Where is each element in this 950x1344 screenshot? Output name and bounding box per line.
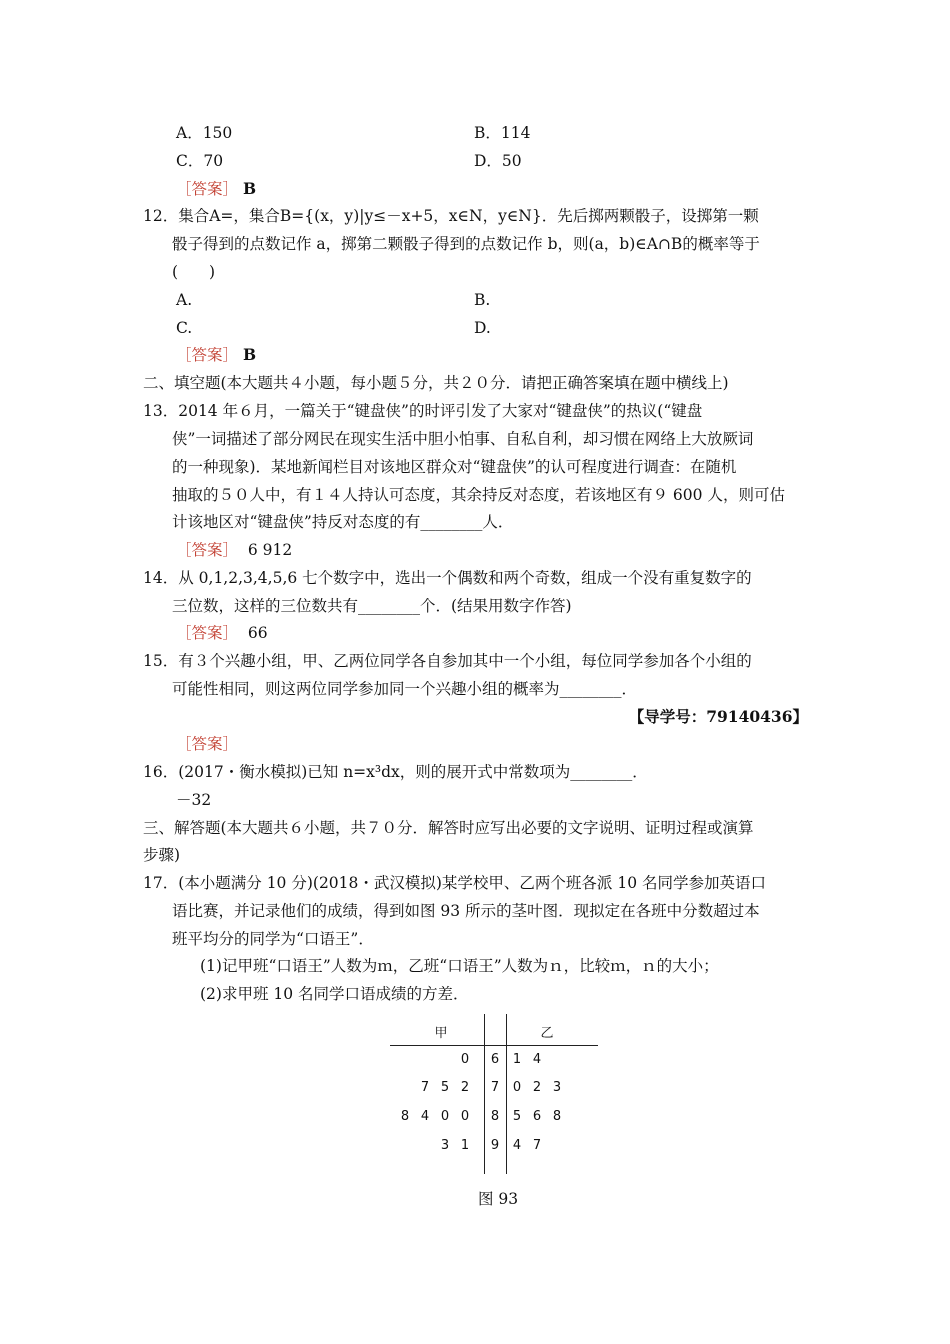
right-leaf: 4 [532, 1052, 542, 1067]
q11-option-d: D．50 [474, 152, 522, 170]
q14-line-1: 14．从 0,1,2,3,4,5,6 七个数字中，选出一个偶数和两个奇数，组成一个没有重复数字的 [143, 569, 752, 587]
q14-answer [176, 622, 268, 644]
stem-value: 9 [490, 1138, 500, 1153]
stem-value: 7 [490, 1080, 500, 1095]
section-2-heading: 二、填空题(本大题共４小题，每小题５分，共２０分．请把正确答案填在题中横线上) [143, 374, 729, 392]
left-leaf: 0 [440, 1109, 450, 1124]
q17-sub-question-2: (2)求甲班 10 名同学口语成绩的方差． [200, 985, 469, 1003]
stem-divider-right [506, 1014, 507, 1174]
q11-option-c: C．70 [176, 152, 224, 170]
stem-leaf-left-header: 甲 [434, 1026, 448, 1041]
q16-answer-value: －32 [176, 791, 212, 809]
stem-leaf-right-header: 乙 [540, 1026, 554, 1041]
answer-label: ［答案］ [176, 180, 239, 198]
left-leaf: 2 [460, 1080, 470, 1095]
q12-line-3: ( ) [172, 263, 216, 281]
q15-answer-label: ［答案］ [176, 735, 239, 753]
answer-label: ［答案］ [176, 346, 239, 364]
right-leaf: 4 [512, 1138, 522, 1153]
right-leaf: 5 [512, 1109, 522, 1124]
right-leaf: 0 [512, 1080, 522, 1095]
q13-line-2: 侠”一词描述了部分网民在现实生活中胆小怕事、自私自利，却习惯在网络上大放厥词 [172, 430, 754, 448]
q17-sub-question-1: (1)记甲班“口语王”人数为ｍ，乙班“口语王”人数为ｎ，比较ｍ，ｎ的大小； [200, 957, 719, 975]
q16-line-1: 16．(2017・衡水模拟)已知 n=x³dx，则的展开式中常数项为________． [143, 763, 648, 781]
q15-guide-number: 【导学号：79140436】 [628, 707, 808, 726]
q12-answer [176, 344, 256, 366]
right-leaf: 1 [512, 1052, 522, 1067]
q15-line-1: 15．有３个兴趣小组，甲、乙两位同学各自参加其中一个小组，每位同学参加各个小组的 [143, 652, 752, 670]
q11-option-b: B．114 [474, 124, 531, 142]
q12-line-2: 骰子得到的点数记作 a，掷第二颗骰子得到的点数记作 b，则(a，b)∈A∩B的概率等于 [172, 235, 760, 253]
q15-line-2: 可能性相同，则这两位同学参加同一个兴趣小组的概率为________． [172, 680, 638, 698]
q11-option-a: A．150 [176, 124, 233, 142]
answer-value: B [242, 179, 257, 198]
right-leaf: 3 [552, 1080, 562, 1095]
q12-option-d: D. [474, 319, 491, 337]
left-leaf: 4 [420, 1109, 430, 1124]
left-leaf: 0 [460, 1052, 470, 1067]
stem-leaf-header-divider [390, 1045, 598, 1046]
q14-line-2: 三位数，这样的三位数共有________个．(结果用数字作答) [172, 597, 572, 615]
answer-label: ［答案］ [176, 541, 239, 559]
q17-line-3: 班平均分的同学为“口语王”． [172, 930, 374, 948]
stem-leaf-plot [390, 1014, 600, 1174]
q12-option-a: A. [176, 291, 193, 309]
answer-label: ［答案］ [176, 624, 239, 642]
q13-line-1: 13．2014 年６月，一篇关于“键盘侠”的时评引发了大家对“键盘侠”的热议(“键盘 [143, 402, 703, 420]
right-leaf: 2 [532, 1080, 542, 1095]
q11-answer [176, 178, 256, 200]
q13-line-4: 抽取的５０人中，有１４人持认可态度，其余持反对态度，若该地区有９ 600 人，则可估 [172, 486, 785, 504]
right-leaf: 8 [552, 1109, 562, 1124]
left-leaf: 8 [400, 1109, 410, 1124]
left-leaf: 1 [460, 1138, 470, 1153]
answer-value: B [242, 345, 257, 364]
left-leaf: 0 [460, 1109, 470, 1124]
q17-line-2: 语比赛，并记录他们的成绩，得到如图 93 所示的茎叶图．现拟定在各班中分数超过本 [172, 902, 760, 920]
answer-value: 66 [247, 624, 268, 642]
figure-caption: 图 93 [478, 1190, 519, 1208]
right-leaf: 6 [532, 1109, 542, 1124]
q13-line-5: 计该地区对“键盘侠”持反对态度的有________人． [172, 513, 514, 531]
left-leaf: 7 [420, 1080, 430, 1095]
stem-value: 8 [490, 1109, 500, 1124]
stem-divider-left [484, 1014, 485, 1174]
stem-value: 6 [490, 1052, 500, 1067]
q12-option-c: C. [176, 319, 193, 337]
q12-option-b: B. [474, 291, 491, 309]
left-leaf: 3 [440, 1138, 450, 1153]
answer-value: 6 912 [247, 541, 293, 559]
q17-line-1: 17．(本小题满分 10 分)(2018・武汉模拟)某学校甲、乙两个班各派 10 名同学参加英语口 [143, 874, 767, 892]
section-3-heading-line-2: 步骤) [143, 846, 181, 864]
left-leaf: 5 [440, 1080, 450, 1095]
q13-answer [176, 539, 292, 561]
q13-line-3: 的一种现象)．某地新闻栏目对该地区群众对“键盘侠”的认可程度进行调查：在随机 [172, 458, 737, 476]
q12-line-1: 12．集合A=，集合B={(x，y)|y≤－x+5，x∈N，y∈N}．先后掷两颗骰子，设掷第一颗 [143, 207, 759, 225]
right-leaf: 7 [532, 1138, 542, 1153]
section-3-heading-line-1: 三、解答题(本大题共６小题，共７０分．解答时应写出必要的文字说明、证明过程或演算 [143, 819, 754, 837]
